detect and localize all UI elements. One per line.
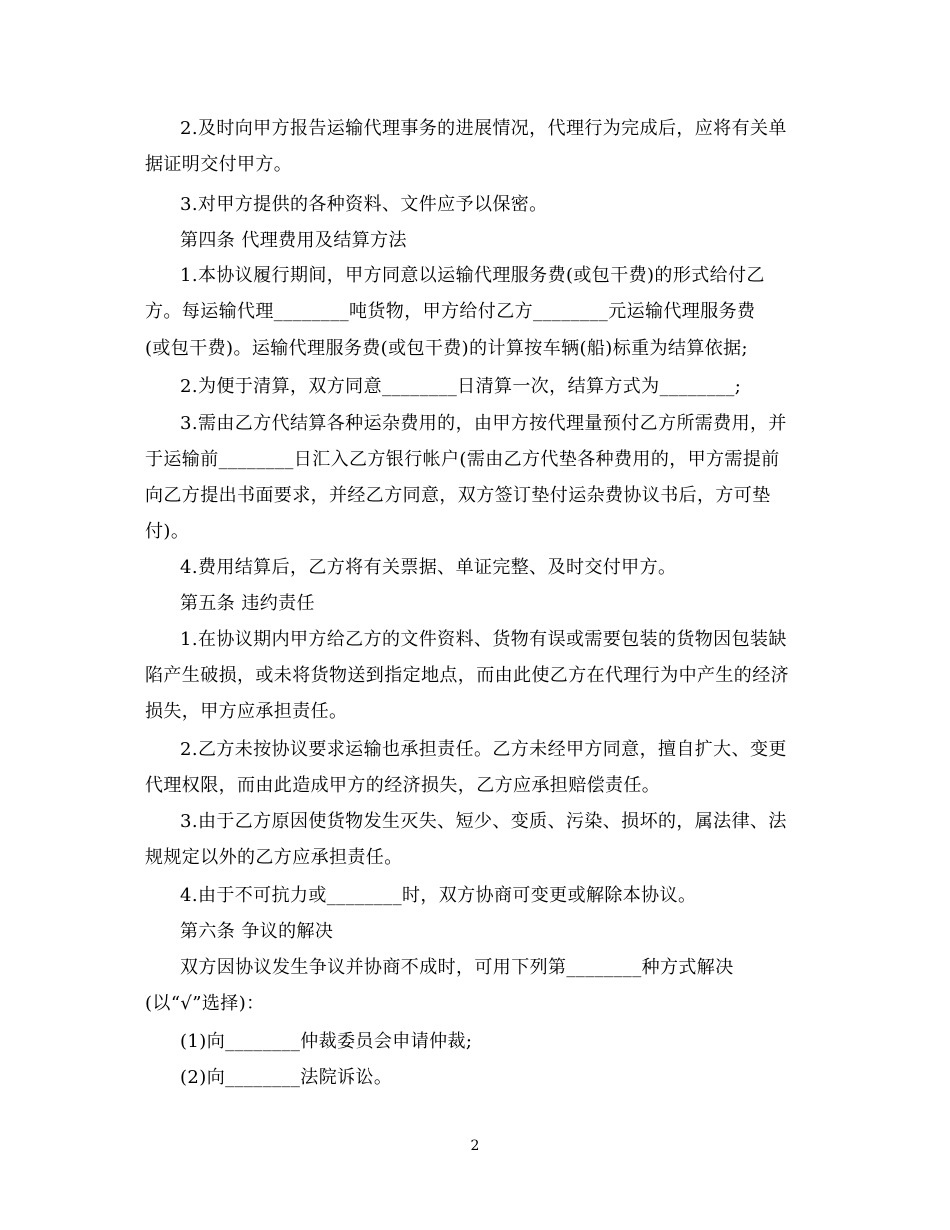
text-line: 据证明交付甲方。	[145, 154, 293, 175]
section-heading: 第五条 违约责任	[180, 593, 315, 614]
text-line: 4.由于不可抗力或________时，双方协商可变更或解除本协议。	[180, 885, 697, 906]
text-line: 3.需由乙方代结算各种运杂费用的，由甲方按代理量预付乙方所需费用，并	[180, 413, 787, 434]
text-line: 于运输前________日汇入乙方银行帐户(需由乙方代垫各种费用的，甲方需提前	[145, 449, 780, 470]
text-line: 陷产生破损，或未将货物送到指定地点，而由此使乙方在代理行为中产生的经济	[145, 665, 789, 686]
text-line: 代理权限，而由此造成甲方的经济损失，乙方应承担赔偿责任。	[145, 775, 661, 796]
text-line: 付)。	[145, 521, 190, 542]
text-line: (以“√”选择)：	[145, 993, 265, 1014]
text-line: (或包干费)。运输代理服务费(或包干费)的计算按车辆(船)标重为结算依据;	[145, 338, 748, 359]
text-line: 3.由于乙方原因使货物发生灭失、短少、变质、污染、损坏的，属法律、法	[180, 811, 787, 832]
text-line: 向乙方提出书面要求，并经乙方同意，双方签订垫付运杂费协议书后，方可垫	[145, 485, 771, 506]
text-line: 1.在协议期内甲方给乙方的文件资料、货物有误或需要包装的货物因包装缺	[180, 629, 787, 650]
section-heading: 第六条 争议的解决	[180, 921, 334, 942]
text-line: (1)向________仲裁委员会申请仲裁;	[180, 1031, 473, 1052]
page-number: 2	[470, 1138, 480, 1154]
text-line: 双方因协议发生争议并协商不成时，可用下列第________种方式解决	[180, 957, 734, 978]
text-line: 损失，甲方应承担责任。	[145, 701, 348, 722]
text-line: 3.对甲方提供的各种资料、文件应予以保密。	[180, 194, 548, 215]
section-heading: 第四条 代理费用及结算方法	[180, 230, 407, 251]
text-line: (2)向________法院诉讼。	[180, 1067, 393, 1088]
text-line: 2.为便于清算，双方同意________日清算一次，结算方式为________;	[180, 376, 742, 397]
text-line: 方。每运输代理________吨货物，甲方给付乙方________元运输代理服务费	[145, 301, 756, 322]
text-line: 规规定以外的乙方应承担责任。	[145, 847, 403, 868]
text-line: 1.本协议履行期间，甲方同意以运输代理服务费(或包干费)的形式给付乙	[180, 265, 765, 286]
text-line: 2.及时向甲方报告运输代理事务的进展情况，代理行为完成后，应将有关单	[180, 118, 787, 139]
text-line: 2.乙方未按协议要求运输也承担责任。乙方未经甲方同意，擅自扩大、变更	[180, 739, 787, 760]
text-line: 4.费用结算后，乙方将有关票据、单证完整、及时交付甲方。	[180, 557, 677, 578]
